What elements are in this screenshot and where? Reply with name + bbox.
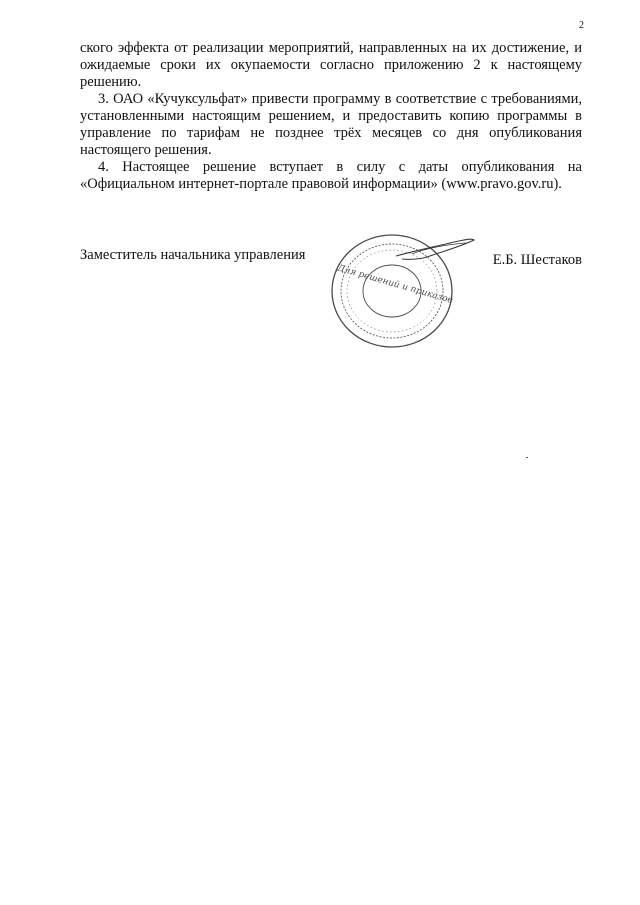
paragraph-item-3: 3. ОАО «Кучуксульфат» привести программу в соответствие с требованиями, установленными настоящим решением, и предоставить копию программы в управление по тарифам не позднее трёх месяцев со дня опубликования настоящего решения. bbox=[80, 91, 582, 158]
official-stamp bbox=[326, 226, 476, 352]
stamp-seal-icon bbox=[326, 226, 476, 352]
paragraph-item-4: 4. Настоящее решение вступает в силу с даты опубликования на «Официальном интернет-портале правовой информации» (www.pravo.gov.ru). bbox=[80, 159, 582, 192]
page-number: 2 bbox=[579, 20, 584, 31]
document-body bbox=[80, 40, 582, 193]
stamp-center-text bbox=[335, 263, 454, 306]
signer-title: Заместитель начальника управления bbox=[80, 247, 306, 263]
scan-speck bbox=[526, 457, 528, 458]
svg-text:Для решений и приказов: Для решений и приказов bbox=[336, 263, 454, 306]
signer-name: Е.Б. Шестаков bbox=[492, 252, 582, 268]
paragraph-continuation: ского эффекта от реализации мероприятий, направленных на их достижение, и ожидаемые сроки их окупаемости согласно приложению 2 к настоящему решению. bbox=[80, 40, 582, 90]
handwritten-signature-icon bbox=[396, 239, 474, 259]
